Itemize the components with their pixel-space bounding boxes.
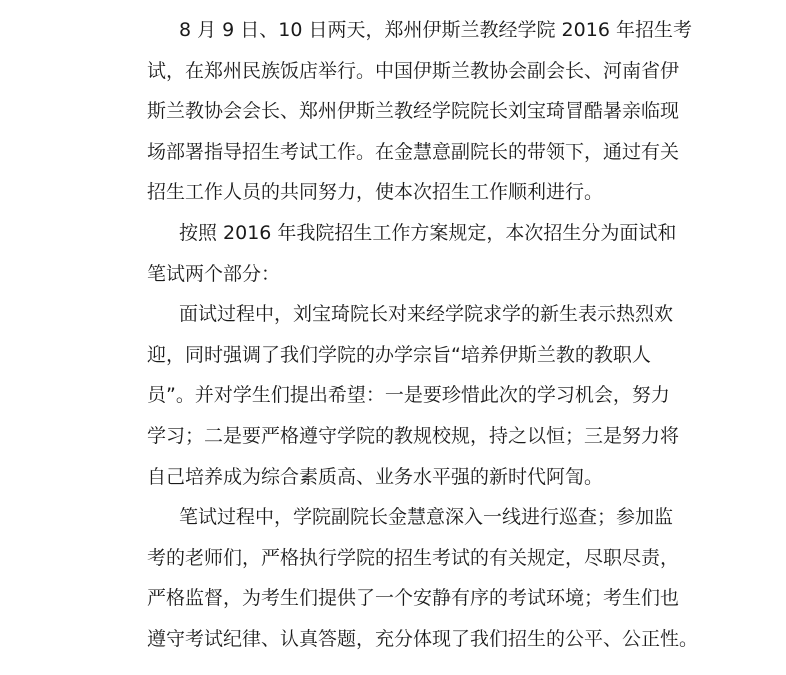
text-line: 8 月 9 日、10 日两天，郑州伊斯兰教经学院 2016 年招生考 <box>179 19 692 41</box>
text-line: 笔试过程中，学院副院长金慧意深入一线进行巡查；参加监 <box>179 506 674 529</box>
article-body <box>115 10 699 660</box>
text-line: 招生工作人员的共同努力，使本次招生工作顺利进行。 <box>147 181 604 204</box>
text-line: 试，在郑州民族饭店举行。中国伊斯兰教协会副会长、河南省伊 <box>147 59 680 82</box>
text-line: 员”。并对学生们提出希望：一是要珍惜此次的学习机会，努力 <box>147 384 670 407</box>
text-line: 严格监督，为考生们提供了一个安静有序的考试环境；考生们也 <box>147 587 680 610</box>
text-line: 遵守考试纪律、认真答题，充分体现了我们招生的公平、公正性。 <box>147 627 699 650</box>
text-line: 场部署指导招生考试工作。在金慧意副院长的带领下，通过有关 <box>147 140 680 163</box>
text-line: 面试过程中，刘宝琦院长对来经学院求学的新生表示热烈欢 <box>179 303 674 326</box>
paragraph-4 <box>115 497 699 659</box>
paragraph-2 <box>115 213 675 294</box>
text-line: 按照 2016 年我院招生工作方案规定，本次招生分为面试和 <box>179 221 677 244</box>
text-line: 学习；二是要严格遵守学院的教规校规，持之以恒；三是努力将 <box>147 424 680 447</box>
text-line: 考的老师们，严格执行学院的招生考试的有关规定，尽职尽责， <box>147 546 680 569</box>
text-line: 笔试两个部分： <box>147 262 281 285</box>
text-line: 迎，同时强调了我们学院的办学宗旨“培养伊斯兰教的教职人 <box>147 343 651 366</box>
paragraph-3 <box>115 294 680 497</box>
text-line: 自己培养成为综合素质高、业务水平强的新时代阿訇。 <box>147 465 604 488</box>
paragraph-1 <box>115 10 692 213</box>
text-line: 斯兰教协会会长、郑州伊斯兰教经学院院长刘宝琦冒酷暑亲临现 <box>147 100 680 123</box>
